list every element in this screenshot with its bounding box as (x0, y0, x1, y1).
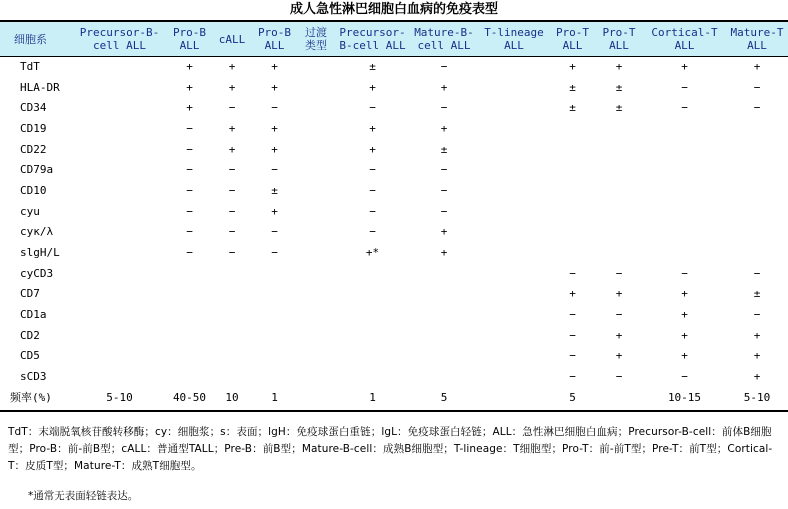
table-cell: + (569, 59, 576, 73)
table-cell (595, 201, 643, 222)
table-cell: − (753, 308, 761, 322)
header-cell: Pro-T ALL (555, 26, 590, 52)
table-cell: − (186, 183, 193, 197)
table-cell (335, 263, 410, 284)
table-cell (478, 118, 550, 139)
table-cell (72, 242, 167, 263)
table-cell (167, 263, 212, 284)
table-cell: − (228, 163, 236, 177)
table-cell: − (271, 163, 278, 177)
table-cell (410, 304, 478, 325)
row-label: CD7 (20, 287, 40, 301)
table-cell: − (569, 328, 576, 342)
table-cell (595, 118, 643, 139)
table-cell (726, 222, 788, 243)
table-cell: + (228, 142, 236, 156)
table-cell: + (753, 328, 761, 342)
table-row (0, 366, 788, 387)
table-cell (212, 366, 252, 387)
table-cell (252, 284, 297, 305)
table-cell: 1 (369, 390, 376, 404)
table-cell (212, 263, 252, 284)
table-cell (643, 180, 726, 201)
table-cell (478, 263, 550, 284)
table-cell (335, 304, 410, 325)
table-cell: − (369, 225, 376, 239)
header-cell: Precursor- B-cell ALL (339, 26, 406, 52)
table-row (0, 97, 788, 118)
table-cell (297, 201, 335, 222)
table-cell (297, 180, 335, 201)
table-cell: − (228, 183, 236, 197)
table-cell (726, 159, 788, 180)
table-cell: + (753, 59, 761, 73)
table-row (0, 180, 788, 201)
table-cell (643, 222, 726, 243)
table-cell: − (681, 101, 688, 115)
table-cell (72, 159, 167, 180)
table-cell (72, 139, 167, 160)
table-cell: − (753, 266, 761, 280)
table-cell (335, 325, 410, 346)
row-label: cyκ/λ (20, 225, 54, 239)
table-cell: 10-15 (667, 390, 702, 404)
table-cell: − (569, 370, 576, 384)
table-cell (478, 325, 550, 346)
table-cell: − (186, 142, 193, 156)
row-label: CD34 (20, 101, 47, 115)
table-cell (410, 263, 478, 284)
table-cell (478, 366, 550, 387)
table-cell: − (271, 101, 278, 115)
table-cell: + (615, 287, 623, 301)
table-cell (72, 325, 167, 346)
table-cell (478, 159, 550, 180)
table-cell: − (186, 163, 193, 177)
table-title: 成人急性淋巴细胞白血病的免疫表型 (289, 2, 498, 17)
table-cell: − (615, 308, 623, 322)
table-cell: − (271, 225, 278, 239)
table-cell (335, 366, 410, 387)
header-cell: Mature-T ALL (730, 26, 784, 52)
table-cell (410, 325, 478, 346)
table-cell (72, 180, 167, 201)
table-cell: − (186, 246, 193, 260)
table-cell (72, 304, 167, 325)
table-cell: + (615, 328, 623, 342)
row-label: cyCD3 (20, 266, 54, 280)
table-cell: 10 (225, 390, 239, 404)
table-cell (167, 304, 212, 325)
table-cell: − (440, 183, 448, 197)
table-cell (167, 346, 212, 367)
table-cell (72, 366, 167, 387)
header-cell: T-lineage ALL (484, 26, 544, 52)
table-cell (478, 346, 550, 367)
table-cell (550, 118, 595, 139)
header-cell: Pro-T ALL (602, 26, 636, 52)
table-cell: − (753, 101, 761, 115)
table-cell (478, 97, 550, 118)
table-cell (72, 56, 167, 77)
table-cell (550, 139, 595, 160)
table-cell: + (228, 121, 236, 135)
table-cell (252, 325, 297, 346)
header-cell: Pro-B ALL (172, 26, 207, 52)
table-cell: − (569, 266, 576, 280)
table-cell: − (440, 163, 448, 177)
table-cell (252, 304, 297, 325)
table-cell: − (681, 370, 688, 384)
table-cell (72, 222, 167, 243)
table-cell: − (369, 183, 376, 197)
table-row (0, 77, 788, 98)
table-cell (297, 242, 335, 263)
row-label: CD19 (20, 121, 47, 135)
table-cell: + (186, 80, 193, 94)
table-row (0, 242, 788, 263)
row-label: sCD3 (20, 370, 47, 384)
header-cell: Pro-B ALL (257, 26, 292, 52)
table-cell: − (753, 80, 761, 94)
table-cell: − (271, 246, 278, 260)
row-label: slgH/L (20, 246, 60, 260)
row-label: CD10 (20, 183, 47, 197)
table-cell: − (681, 266, 688, 280)
table-cell (726, 118, 788, 139)
row-label: CD2 (20, 328, 40, 342)
table-cell (595, 159, 643, 180)
table-row (0, 139, 788, 160)
header-row (0, 22, 788, 56)
table-cell (252, 346, 297, 367)
table-cell: − (681, 80, 688, 94)
abbreviations-footnote: TdT：末端脱氧核苷酸转移酶；cy：细胞浆；s：表面；lgH：免疫球蛋白重链；lgL：免疫球蛋白轻链；ALL：急性淋巴细胞白血病；Precursor-B-cell：前体B细胞型；Pro-B：前-前B型；cALL：普通型TALL；Pre-B：前B型；Mature-B-cell：成熟B细胞型；T-lineage：T细胞型；Pro-T：前-前T型；Pre-T：前T型；Cortical-T：皮质T型；Mature-T：成熟T细胞型。 (8, 426, 773, 472)
header-cell: Precursor-B- cell ALL (79, 26, 160, 52)
row-label: CD79a (20, 163, 54, 177)
table-cell (335, 346, 410, 367)
table-cell (297, 97, 335, 118)
table-cell: + (271, 121, 278, 135)
table-body (0, 56, 788, 408)
table-cell: 40-50 (172, 390, 207, 404)
header-cell: 过渡 类型 (305, 26, 327, 52)
table-cell: + (753, 349, 761, 363)
table-cell: + (228, 80, 236, 94)
table-cell (297, 159, 335, 180)
table-row (0, 284, 788, 305)
table-cell: + (271, 204, 278, 218)
table-cell (297, 222, 335, 243)
table-cell: 5 (569, 390, 576, 404)
table-cell: ± (615, 101, 623, 115)
table-cell: − (569, 349, 576, 363)
table-cell: ± (753, 287, 761, 301)
table-cell: 1 (271, 390, 278, 404)
table-cell (478, 139, 550, 160)
table-cell: ± (615, 80, 623, 94)
table-cell (550, 222, 595, 243)
table-cell: + (369, 80, 376, 94)
table-cell (478, 201, 550, 222)
table-cell (478, 222, 550, 243)
table-cell: + (615, 59, 623, 73)
table-cell (212, 284, 252, 305)
table-row (0, 118, 788, 139)
table-cell (212, 304, 252, 325)
header-cell: Cortical-T ALL (651, 26, 718, 52)
table-cell (167, 284, 212, 305)
table-cell (410, 284, 478, 305)
table-cell: + (271, 59, 278, 73)
table-row (0, 346, 788, 367)
table-cell (297, 77, 335, 98)
table-cell: − (228, 204, 236, 218)
table-cell: − (186, 204, 193, 218)
table-cell: + (271, 80, 278, 94)
table-cell: − (369, 101, 376, 115)
table-cell (595, 180, 643, 201)
table-cell: + (753, 370, 761, 384)
table-cell (167, 325, 212, 346)
table-cell (595, 222, 643, 243)
table-row (0, 263, 788, 284)
table-cell (478, 284, 550, 305)
table-cell (252, 366, 297, 387)
table-cell (478, 77, 550, 98)
table-cell: − (186, 121, 193, 135)
immunophenotype-table (0, 22, 788, 408)
table-cell (726, 242, 788, 263)
table-row (0, 56, 788, 77)
table-cell (72, 263, 167, 284)
table-cell (72, 201, 167, 222)
table-cell: 5 (440, 390, 448, 404)
table-cell (643, 242, 726, 263)
table-cell (643, 201, 726, 222)
table-cell: − (440, 101, 448, 115)
table-cell (410, 346, 478, 367)
table-cell: − (228, 101, 236, 115)
table-cell (72, 346, 167, 367)
row-label: HLA-DR (20, 80, 60, 94)
table-cell: + (440, 225, 448, 239)
table-cell: + (228, 59, 236, 73)
table-cell: + (369, 121, 376, 135)
table-cell (297, 284, 335, 305)
table-cell (297, 366, 335, 387)
table-cell (726, 139, 788, 160)
bottom-rule (0, 410, 788, 412)
header-cell: cALL (218, 32, 246, 46)
table-cell (297, 387, 335, 408)
table-cell: + (681, 328, 688, 342)
table-cell: + (681, 308, 688, 322)
table-cell: + (369, 142, 376, 156)
asterisk-footnote: *通常无表面轻链表达。 (28, 490, 139, 502)
table-cell: 5-10 (106, 390, 133, 404)
table-cell (643, 139, 726, 160)
table-cell (478, 304, 550, 325)
row-label: TdT (20, 59, 40, 73)
table-cell: + (681, 59, 688, 73)
row-label: cyu (20, 204, 40, 218)
row-label: CD22 (20, 142, 47, 156)
table-cell (212, 346, 252, 367)
table-cell (478, 180, 550, 201)
row-label: CD5 (20, 349, 40, 363)
table-cell: + (681, 349, 688, 363)
table-cell (297, 139, 335, 160)
table-cell: + (186, 101, 193, 115)
table-cell: + (440, 80, 448, 94)
row-label: 频率(%) (10, 391, 52, 405)
table-cell: + (440, 121, 448, 135)
table-cell: ± (569, 101, 576, 115)
table-cell: − (440, 204, 448, 218)
table-cell: − (228, 246, 236, 260)
table-cell: − (369, 204, 376, 218)
table-cell (252, 263, 297, 284)
table-cell (297, 346, 335, 367)
table-cell (478, 387, 550, 408)
header-cell: Mature-B- cell ALL (414, 26, 474, 52)
table-cell: − (228, 225, 236, 239)
table-cell (167, 366, 212, 387)
table-cell (550, 159, 595, 180)
table-cell (550, 201, 595, 222)
table-cell (410, 366, 478, 387)
table-cell: + (615, 349, 623, 363)
header-cell-lineage: 细胞系 (14, 32, 47, 46)
table-cell (726, 180, 788, 201)
table-cell (72, 97, 167, 118)
table-cell: + (440, 246, 448, 260)
table-row (0, 222, 788, 243)
table-cell (478, 242, 550, 263)
table-cell (212, 325, 252, 346)
table-cell: ± (369, 59, 376, 73)
table-cell (297, 304, 335, 325)
table-cell: + (569, 287, 576, 301)
table-cell: +* (365, 246, 380, 260)
table-cell: − (186, 225, 193, 239)
table-cell: + (186, 59, 193, 73)
table-cell (726, 201, 788, 222)
table-cell (72, 77, 167, 98)
table-cell: ± (271, 183, 278, 197)
table-cell: − (369, 163, 376, 177)
table-cell (297, 56, 335, 77)
table-cell: − (615, 266, 623, 280)
table-cell: ± (569, 80, 576, 94)
table-cell (595, 139, 643, 160)
table-row (0, 201, 788, 222)
table-cell (643, 159, 726, 180)
table-row (0, 387, 788, 408)
table-cell: + (681, 287, 688, 301)
table-row (0, 159, 788, 180)
table-row (0, 325, 788, 346)
table-cell (72, 284, 167, 305)
table-row (0, 304, 788, 325)
table-cell: − (615, 370, 623, 384)
table-cell (595, 242, 643, 263)
table-cell (297, 325, 335, 346)
table-cell: − (440, 59, 448, 73)
table-cell (335, 284, 410, 305)
table-cell: 5-10 (743, 390, 771, 404)
table-cell (478, 56, 550, 77)
table-cell (595, 387, 643, 408)
table-cell: + (271, 142, 278, 156)
table-cell: − (569, 308, 576, 322)
table-cell (72, 118, 167, 139)
table-cell (550, 242, 595, 263)
table-cell (550, 180, 595, 201)
table-cell (297, 118, 335, 139)
table-cell: ± (440, 142, 448, 156)
table-cell (297, 263, 335, 284)
table-cell (643, 118, 726, 139)
row-label: CD1a (20, 308, 47, 322)
